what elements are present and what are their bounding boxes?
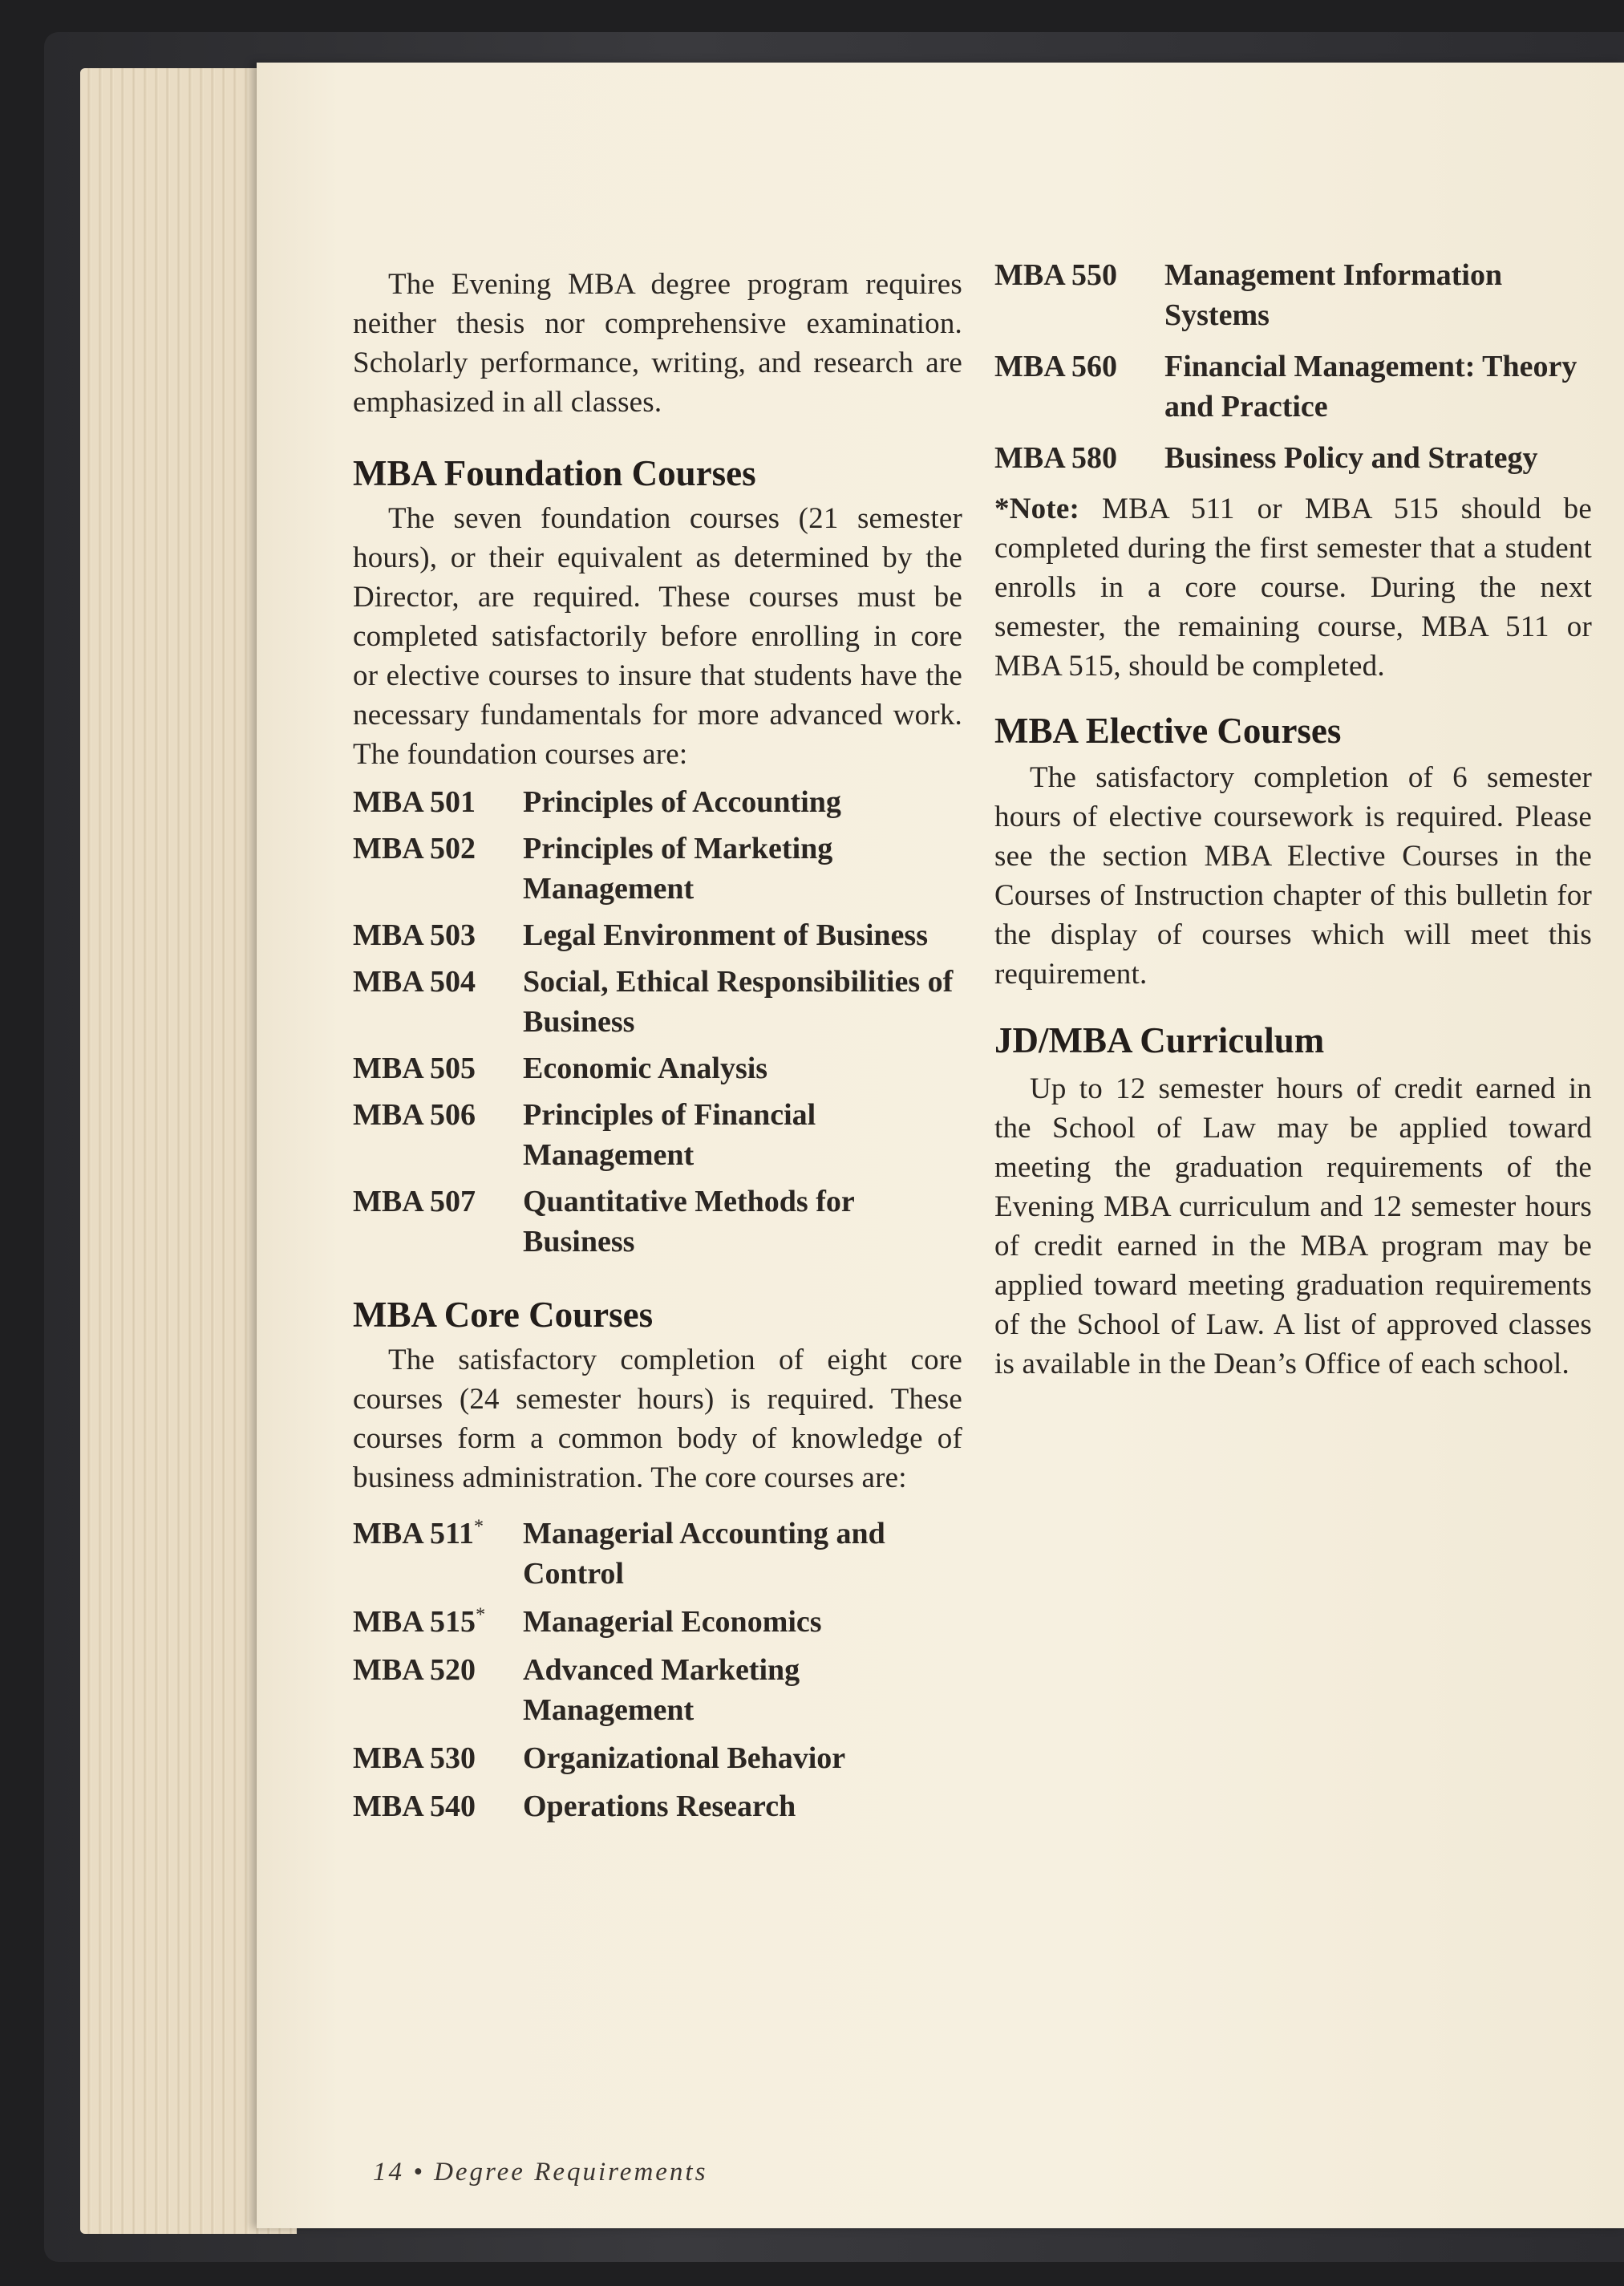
page-number: 14 <box>373 2158 404 2187</box>
footer-section-title: Degree Requirements <box>434 2158 708 2187</box>
course-code: MBA 506 <box>353 1098 476 1132</box>
course-code: MBA 503 <box>353 918 476 952</box>
course-title: Managerial Accounting and Control <box>523 1517 885 1591</box>
course-title: Advanced Marketing Management <box>523 1653 800 1727</box>
intro-paragraph: The Evening MBA degree program requires neither thesis nor comprehensive examination. Scholarly performance, writing, and research are emphasized in all classes. <box>353 268 962 419</box>
course-code: MBA 520 <box>353 1653 476 1687</box>
course-code: MBA 502 <box>353 832 476 865</box>
left-column <box>353 265 962 1826</box>
course-code: MBA 560 <box>994 350 1118 383</box>
course-code: MBA 530 <box>353 1741 476 1775</box>
course-item <box>353 1738 962 1778</box>
course-code: MBA 507 <box>353 1185 476 1218</box>
note-text: MBA 511 or MBA 515 should be completed during the first semester that a student enrolls in a core course. During the next semester, the remaining course, MBA 511 or MBA 515, should be completed. <box>994 492 1592 683</box>
core-paragraph: The satisfactory completion of eight core courses (24 semester hours) is required. These courses form a common body of knowledge of business administration. The core courses are: <box>353 1344 962 1494</box>
course-item <box>994 347 1592 427</box>
course-item <box>353 1602 962 1642</box>
course-code-wrap <box>353 1514 523 1594</box>
course-item <box>353 1786 962 1826</box>
course-item <box>353 1095 962 1175</box>
course-item <box>353 782 962 822</box>
foundation-course-list <box>353 782 962 1262</box>
course-code-wrap <box>353 1602 523 1642</box>
core-note <box>994 489 1592 686</box>
course-title: Economic Analysis <box>523 1052 768 1085</box>
foundation-paragraph: The seven foundation courses (21 semester hours), or their equivalent as determined by the Director, are required. These courses must be completed satisfactorily before enrolling in core or elective courses to insure that students have the necessary fundamentals for more advanced work. The foundation courses are: <box>353 502 962 771</box>
course-item <box>353 915 962 955</box>
course-code: MBA 511 <box>353 1517 474 1550</box>
course-title: Operations Research <box>523 1789 796 1823</box>
course-item <box>353 1182 962 1262</box>
jdmba-heading: JD/MBA Curriculum <box>994 1020 1325 1060</box>
elective-heading: MBA Elective Courses <box>994 711 1342 751</box>
course-code: MBA 515 <box>353 1605 476 1639</box>
course-title: Financial Management: Theory and Practice <box>1164 350 1577 424</box>
course-item <box>353 1048 962 1088</box>
course-title: Organizational Behavior <box>523 1741 846 1775</box>
course-item <box>353 962 962 1042</box>
core-course-list-continued <box>994 255 1592 478</box>
page-footer <box>373 2158 707 2187</box>
course-title: Social, Ethical Responsibilities of Business <box>523 965 954 1039</box>
course-code: MBA 550 <box>994 258 1118 292</box>
course-code: MBA 580 <box>994 441 1118 475</box>
right-column <box>994 255 1592 1384</box>
course-item <box>353 1514 962 1594</box>
course-title: Managerial Economics <box>523 1605 822 1639</box>
footnote-mark: * <box>473 1516 484 1538</box>
course-code: MBA 540 <box>353 1789 476 1823</box>
course-title: Principles of Financial Management <box>523 1098 816 1172</box>
course-title: Legal Environment of Business <box>523 918 928 952</box>
course-title: Management Information Systems <box>1164 258 1503 332</box>
course-code: MBA 501 <box>353 785 476 819</box>
course-title: Business Policy and Strategy <box>1164 441 1538 475</box>
course-title: Quantitative Methods for Business <box>523 1185 855 1259</box>
elective-paragraph: The satisfactory completion of 6 semester hours of elective coursework is required. Please see the section MBA Elective Courses in the Courses of Instruction chapter of this bulletin for the display of courses which will meet this requirement. <box>994 761 1592 991</box>
course-item <box>353 829 962 909</box>
footnote-mark: * <box>476 1604 486 1626</box>
course-code: MBA 505 <box>353 1052 476 1085</box>
course-title: Principles of Accounting <box>523 785 841 819</box>
course-title: Principles of Marketing Management <box>523 832 833 906</box>
core-course-list <box>353 1514 962 1826</box>
note-label: *Note: <box>994 492 1079 525</box>
course-item <box>994 438 1592 478</box>
course-item <box>994 255 1592 335</box>
footer-separator: • <box>413 2158 425 2187</box>
jdmba-paragraph: Up to 12 semester hours of credit earned in the School of Law may be applied toward meeting the graduation requirements of the Evening MBA curriculum and 12 semester hours of credit earned in the MBA program may be applied toward meeting graduation requirements of the School of Law. A list of approved classes is available in the Dean’s Office of each school. <box>994 1072 1592 1380</box>
core-heading: MBA Core Courses <box>353 1295 654 1335</box>
foundation-heading: MBA Foundation Courses <box>353 453 756 493</box>
course-code: MBA 504 <box>353 965 476 999</box>
course-item <box>353 1650 962 1730</box>
